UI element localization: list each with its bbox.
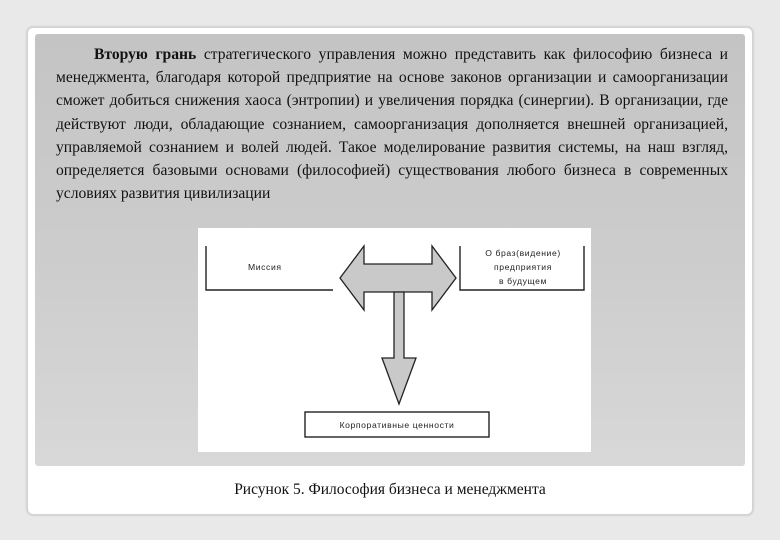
vision-label-line2: предприятия xyxy=(494,262,552,272)
paragraph-text: стратегического управления можно представить как философию бизнеса и менеджмента, благодаря которой предприятие на основе законов организации и самоорганизации сможет добиться снижения хаоса (энтропии) и увеличения порядка (синергии). В организации, где действуют люди, обладающие сознанием, самоорганизация дополняется внешней организацией, управляемой сознанием и волей людей. Такое моделирование развития системы, на наш взгляд, определяется базовыми основами (философией) существования любого бизнеса в современных условиях развития цивилизации xyxy=(56,46,728,203)
down-arrow xyxy=(382,292,416,404)
figure-caption: Рисунок 5. Философия бизнеса и менеджмента xyxy=(234,481,546,498)
diagram-canvas xyxy=(198,228,591,452)
body-paragraph xyxy=(56,43,728,205)
vision-label-line1: О браз(видение) xyxy=(485,248,561,258)
mission-label: Миссия xyxy=(248,262,282,272)
values-label: Корпоративные ценности xyxy=(339,420,455,430)
vision-label-line3: в будущем xyxy=(498,276,548,286)
lead-bold-text: Вторую грань xyxy=(94,46,197,63)
philosophy-diagram xyxy=(198,228,591,452)
